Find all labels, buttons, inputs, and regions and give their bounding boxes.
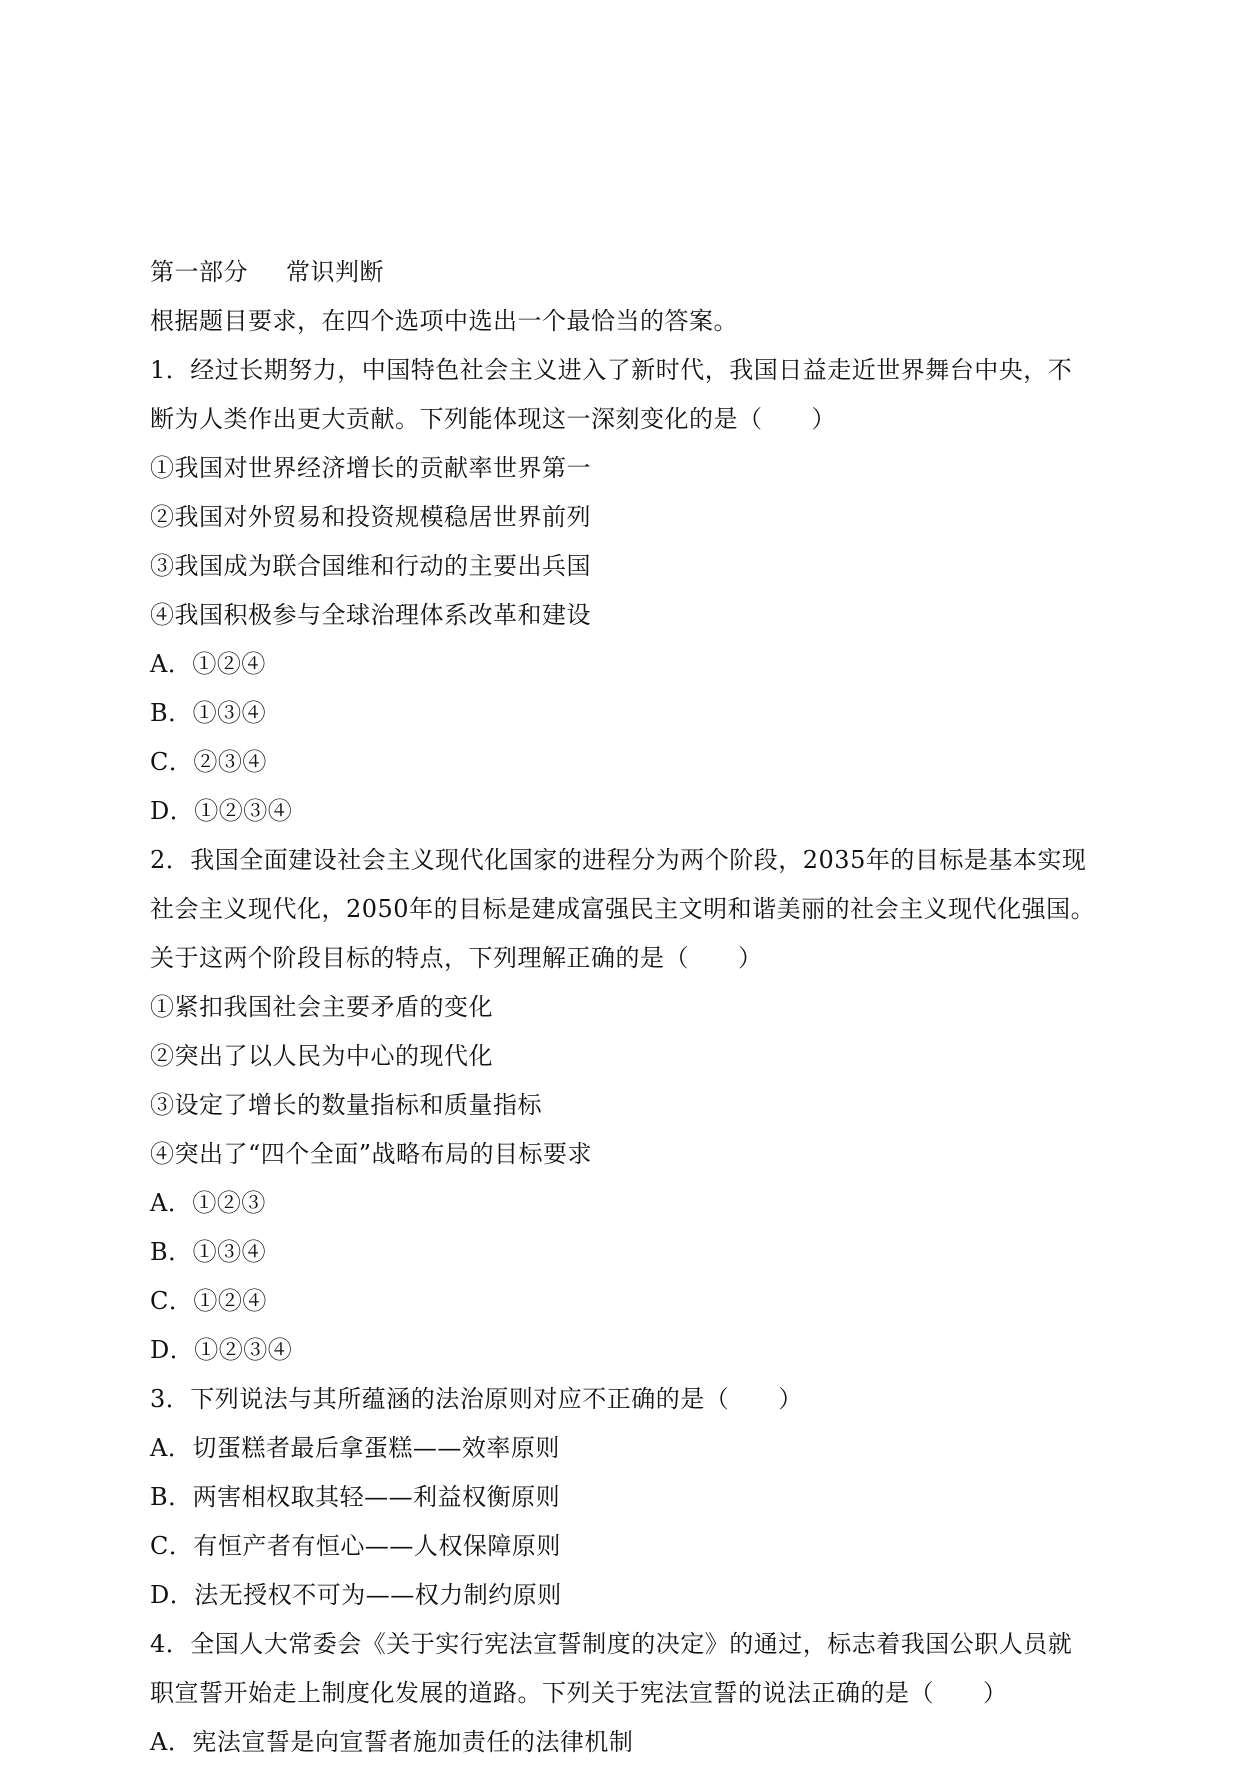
answer-option: B．①③④	[150, 699, 267, 727]
answer-option: A．①②③	[150, 1189, 266, 1217]
question-stem-line: 3．下列说法与其所蕴涵的法治原则对应不正确的是（ ）	[150, 1385, 803, 1413]
section-part: 第一部分	[150, 258, 248, 286]
statement: ①紧扣我国社会主要矛盾的变化	[150, 993, 493, 1021]
statement: ④突出了“四个全面”战略布局的目标要求	[150, 1140, 593, 1168]
answer-option: A．宪法宣誓是向宣誓者施加责任的法律机制	[150, 1728, 634, 1756]
answer-option: C．②③④	[150, 748, 267, 776]
answer-option: C．有恒产者有恒心——人权保障原则	[150, 1532, 561, 1560]
question-stem-line: 断为人类作出更大贡献。下列能体现这一深刻变化的是（ ）	[150, 405, 836, 433]
exam-page	[150, 248, 1100, 1767]
answer-option: A．①②④	[150, 650, 266, 678]
question-stem-line: 社会主义现代化，2050年的目标是建成富强民主文明和谐美丽的社会主义现代化强国。	[150, 895, 1096, 923]
answer-option: D．①②③④	[150, 1336, 293, 1364]
question-1	[150, 346, 1100, 836]
statement: ③我国成为联合国维和行动的主要出兵国	[150, 552, 591, 580]
instruction-text: 根据题目要求，在四个选项中选出一个最恰当的答案。	[150, 307, 738, 335]
question-stem-line: 4．全国人大常委会《关于实行宪法宣誓制度的决定》的通过，标志着我国公职人员就	[150, 1630, 1073, 1658]
answer-option: C．①②④	[150, 1287, 267, 1315]
question-stem-line: 2．我国全面建设社会主义现代化国家的进程分为两个阶段，2035年的目标是基本实现	[150, 846, 1087, 874]
section-name: 常识判断	[286, 258, 384, 286]
statement: ③设定了增长的数量指标和质量指标	[150, 1091, 542, 1119]
question-stem-line: 职宣誓开始走上制度化发展的道路。下列关于宪法宣誓的说法正确的是（ ）	[150, 1679, 1008, 1707]
statement: ②突出了以人民为中心的现代化	[150, 1042, 493, 1070]
statement: ②我国对外贸易和投资规模稳居世界前列	[150, 503, 591, 531]
section-heading	[150, 248, 1100, 297]
answer-option: D．①②③④	[150, 797, 293, 825]
question-2	[150, 836, 1100, 1375]
statement: ④我国积极参与全球治理体系改革和建设	[150, 601, 591, 629]
statement: ①我国对世界经济增长的贡献率世界第一	[150, 454, 591, 482]
question-stem-line: 1．经过长期努力，中国特色社会主义进入了新时代，我国日益走近世界舞台中央，不	[150, 356, 1073, 384]
answer-option: A．切蛋糕者最后拿蛋糕——效率原则	[150, 1434, 560, 1462]
answer-option: D．法无授权不可为——权力制约原则	[150, 1581, 562, 1609]
question-3	[150, 1375, 1100, 1620]
answer-option: B．①③④	[150, 1238, 267, 1266]
question-stem-line: 关于这两个阶段目标的特点，下列理解正确的是（ ）	[150, 944, 763, 972]
question-4	[150, 1620, 1100, 1767]
answer-option: B．两害相权取其轻——利益权衡原则	[150, 1483, 561, 1511]
